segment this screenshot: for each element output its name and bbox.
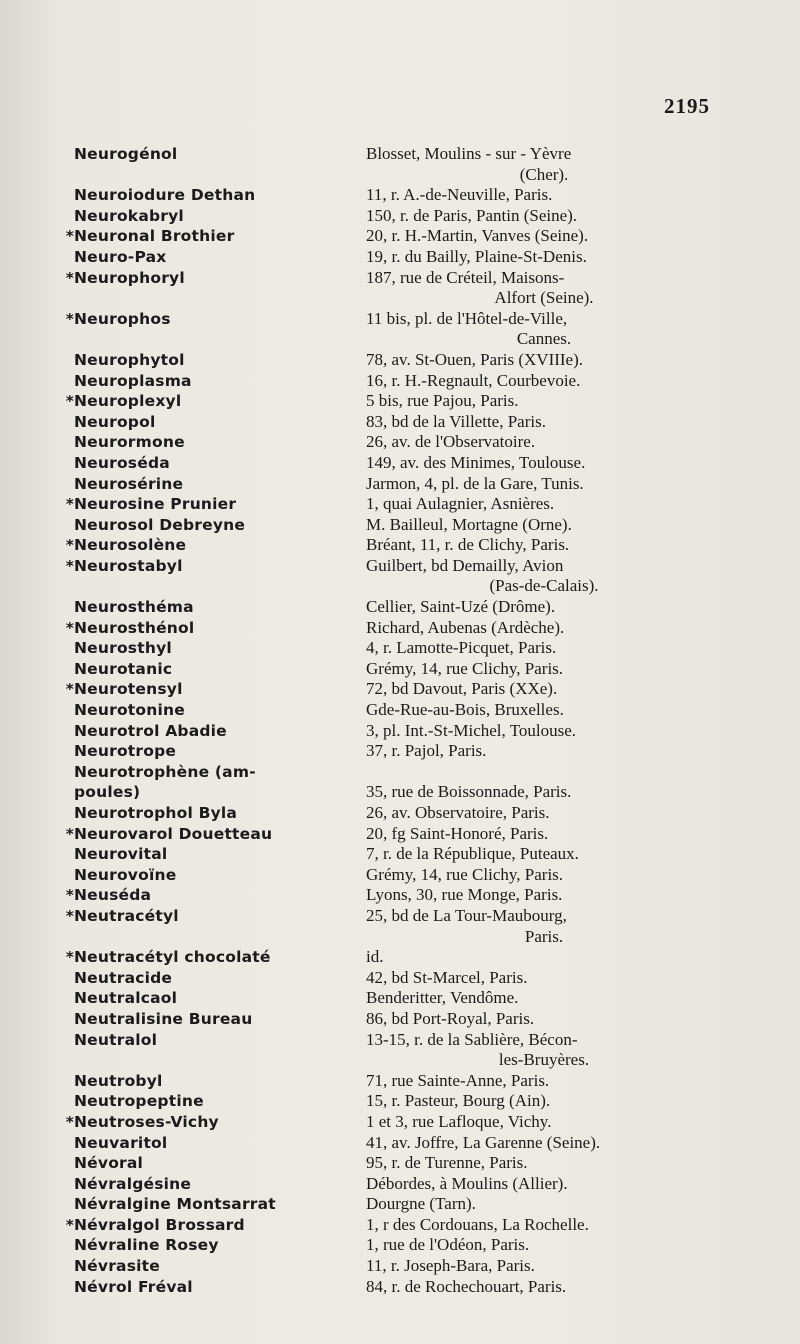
asterisk-mark: * bbox=[65, 309, 74, 328]
list-item bbox=[62, 1091, 722, 1112]
manufacturer-address: 86, bd Port-Royal, Paris. bbox=[366, 1008, 535, 1028]
manufacturer-address: 1 et 3, rue Lafloque, Vichy. bbox=[366, 1111, 552, 1131]
list-item bbox=[62, 432, 722, 453]
manufacturer-address: les-Bruyères. bbox=[498, 1050, 590, 1070]
list-item bbox=[62, 474, 722, 495]
list-item bbox=[62, 329, 722, 350]
list-item bbox=[62, 1112, 722, 1133]
asterisk-mark: * bbox=[65, 618, 74, 637]
product-name bbox=[62, 1215, 356, 1236]
manufacturer-address: 16, r. H.-Regnault, Courbevoie. bbox=[366, 370, 581, 390]
product-name-text: Neuronal Brothier bbox=[74, 227, 235, 246]
product-name bbox=[62, 329, 356, 350]
manufacturer-address: 42, bd St-Marcel, Paris. bbox=[366, 967, 528, 987]
manufacturer-address: 20, r. H.-Martin, Vanves (Seine). bbox=[366, 226, 589, 246]
asterisk-mark: * bbox=[65, 1215, 74, 1234]
product-name-text: Neurophoryl bbox=[74, 268, 185, 287]
product-name bbox=[62, 885, 356, 906]
product-name bbox=[62, 432, 356, 453]
product-name bbox=[62, 679, 356, 700]
product-name bbox=[62, 1174, 356, 1195]
list-item bbox=[62, 309, 722, 330]
product-name-text: Neutropeptine bbox=[74, 1092, 204, 1111]
manufacturer-address: 1, rue de l'Odéon, Paris. bbox=[366, 1235, 530, 1255]
list-item bbox=[62, 371, 722, 392]
list-item bbox=[62, 597, 722, 618]
product-name bbox=[62, 1133, 356, 1154]
product-name bbox=[62, 309, 356, 330]
product-name-text: Neutracétyl bbox=[74, 906, 179, 925]
manufacturer-address: 1, quai Aulagnier, Asnières. bbox=[366, 494, 555, 514]
list-item bbox=[62, 247, 722, 268]
product-name-text: Névraline Rosey bbox=[74, 1236, 219, 1255]
asterisk-mark: * bbox=[65, 392, 74, 411]
list-item bbox=[62, 762, 722, 783]
product-name bbox=[62, 185, 356, 206]
manufacturer-address: Débordes, à Moulins (Allier). bbox=[366, 1173, 568, 1193]
product-name bbox=[62, 144, 356, 165]
asterisk-mark: * bbox=[65, 227, 74, 246]
product-name bbox=[62, 1112, 356, 1133]
list-item bbox=[62, 1153, 722, 1174]
product-name-text: Neurotanic bbox=[74, 659, 173, 678]
product-name bbox=[62, 288, 356, 309]
list-item bbox=[62, 1215, 722, 1236]
list-item bbox=[62, 288, 722, 309]
product-name-text: Neurostabyl bbox=[74, 556, 183, 575]
asterisk-mark: * bbox=[65, 886, 74, 905]
manufacturer-address: Lyons, 30, rue Monge, Paris. bbox=[366, 885, 563, 905]
list-item bbox=[62, 741, 722, 762]
product-name bbox=[62, 165, 356, 186]
product-name bbox=[62, 824, 356, 845]
manufacturer-address: (Pas-de-Calais). bbox=[489, 576, 599, 596]
product-name bbox=[62, 1277, 356, 1298]
list-item bbox=[62, 144, 722, 165]
product-name bbox=[62, 782, 356, 803]
product-name bbox=[62, 494, 356, 515]
product-name-text: Neuséda bbox=[74, 886, 152, 905]
product-name-text: Neutracétyl chocolaté bbox=[74, 948, 271, 967]
product-name bbox=[62, 906, 356, 927]
list-item bbox=[62, 226, 722, 247]
manufacturer-address: 13-15, r. de la Sablière, Bécon- bbox=[366, 1029, 578, 1049]
asterisk-mark: * bbox=[65, 948, 74, 967]
list-item bbox=[62, 576, 722, 597]
manufacturer-address: M. Bailleul, Mortagne (Orne). bbox=[366, 514, 572, 534]
product-name bbox=[62, 865, 356, 886]
product-name-text: Neurotrol Abadie bbox=[74, 721, 227, 740]
manufacturer-address: 187, rue de Créteil, Maisons- bbox=[366, 267, 565, 287]
product-name-text: Neutralisine Bureau bbox=[74, 1009, 253, 1028]
manufacturer-address: 41, av. Joffre, La Garenne (Seine). bbox=[366, 1132, 601, 1152]
product-name-text: Neutrobyl bbox=[74, 1071, 163, 1090]
product-name-text: Neurosthénol bbox=[74, 618, 195, 637]
product-name bbox=[62, 988, 356, 1009]
product-name-text: Neutralol bbox=[74, 1030, 158, 1049]
list-item bbox=[62, 865, 722, 886]
product-name bbox=[62, 927, 356, 948]
product-name bbox=[62, 659, 356, 680]
page-number: 2195 bbox=[664, 94, 710, 118]
manufacturer-address: 37, r. Pajol, Paris. bbox=[366, 741, 487, 761]
product-name-text: Neurogénol bbox=[74, 145, 178, 163]
product-name bbox=[62, 226, 356, 247]
asterisk-mark: * bbox=[65, 906, 74, 925]
product-name bbox=[62, 1030, 356, 1051]
product-name bbox=[62, 371, 356, 392]
manufacturer-address: 150, r. de Paris, Pantin (Seine). bbox=[366, 205, 578, 225]
manufacturer-address: 1, r des Cordouans, La Rochelle. bbox=[366, 1214, 589, 1234]
list-item bbox=[62, 1133, 722, 1154]
product-name-text: Neutroses-Vichy bbox=[74, 1112, 219, 1131]
manufacturer-address: 5 bis, rue Pajou, Paris. bbox=[366, 391, 519, 411]
manufacturer-address: 72, bd Davout, Paris (XXe). bbox=[366, 679, 558, 699]
product-name-text: Neurotrophène (am- bbox=[74, 762, 256, 781]
product-name-text: Neurosthyl bbox=[74, 639, 172, 658]
list-item bbox=[62, 618, 722, 639]
manufacturer-address: Benderitter, Vendôme. bbox=[366, 988, 519, 1008]
manufacturer-address: 26, av. de l'Observatoire. bbox=[366, 432, 536, 452]
list-item bbox=[62, 844, 722, 865]
list-item bbox=[62, 268, 722, 289]
product-name-text: Névrol Fréval bbox=[74, 1277, 193, 1296]
list-item bbox=[62, 412, 722, 433]
product-name-text: Neurotrope bbox=[74, 742, 177, 761]
product-name bbox=[62, 556, 356, 577]
manufacturer-address: Paris. bbox=[524, 926, 564, 946]
product-name bbox=[62, 1235, 356, 1256]
product-name bbox=[62, 638, 356, 659]
list-item bbox=[62, 659, 722, 680]
asterisk-mark: * bbox=[65, 556, 74, 575]
list-item bbox=[62, 721, 722, 742]
list-item bbox=[62, 679, 722, 700]
asterisk-mark: * bbox=[65, 1112, 74, 1131]
manufacturer-address: 11, r. Joseph-Bara, Paris. bbox=[366, 1256, 535, 1276]
list-item bbox=[62, 1277, 722, 1298]
list-item bbox=[62, 494, 722, 515]
list-item bbox=[62, 638, 722, 659]
list-item bbox=[62, 556, 722, 577]
manufacturer-address: id. bbox=[366, 947, 384, 967]
product-name-text: Névralgésine bbox=[74, 1174, 192, 1193]
product-name bbox=[62, 206, 356, 227]
product-name-text: Neurotensyl bbox=[74, 680, 183, 699]
list-item bbox=[62, 782, 722, 803]
manufacturer-address: 84, r. de Rochechouart, Paris. bbox=[366, 1276, 567, 1296]
manufacturer-address: Alfort (Seine). bbox=[494, 288, 594, 308]
manufacturer-address: 26, av. Observatoire, Paris. bbox=[366, 803, 550, 822]
product-name-text: poules) bbox=[74, 783, 141, 802]
manufacturer-address: Grémy, 14, rue Clichy, Paris. bbox=[366, 864, 564, 884]
manufacturer-address: Cellier, Saint-Uzé (Drôme). bbox=[366, 597, 556, 617]
product-name-text: Névralgol Brossard bbox=[74, 1215, 245, 1234]
list-item bbox=[62, 535, 722, 556]
list-item bbox=[62, 1235, 722, 1256]
product-name bbox=[62, 535, 356, 556]
manufacturer-address: 20, fg Saint-Honoré, Paris. bbox=[366, 823, 549, 843]
product-name-text: Neurosine Prunier bbox=[74, 495, 237, 514]
list-item bbox=[62, 906, 722, 927]
product-name-text: Neuroiodure Dethan bbox=[74, 186, 256, 205]
manufacturer-address: (Cher). bbox=[519, 164, 569, 184]
list-item bbox=[62, 1030, 722, 1051]
manufacturer-address: 149, av. des Minimes, Toulouse. bbox=[366, 452, 586, 472]
manufacturer-address: 78, av. St-Ouen, Paris (XVIIIe). bbox=[366, 349, 584, 369]
list-item bbox=[62, 803, 722, 824]
product-name-text: Neurosol Debreyne bbox=[74, 515, 246, 534]
manufacturer-address: 83, bd de la Villette, Paris. bbox=[366, 411, 546, 431]
list-item bbox=[62, 968, 722, 989]
list-item bbox=[62, 165, 722, 186]
product-name bbox=[62, 1071, 356, 1092]
manufacturer-address: Jarmon, 4, pl. de la Gare, Tunis. bbox=[366, 473, 584, 493]
manufacturer-address: Guilbert, bd Demailly, Avion bbox=[366, 555, 564, 575]
product-name bbox=[62, 1153, 356, 1174]
manufacturer-address: Richard, Aubenas (Ardèche). bbox=[366, 617, 565, 637]
list-item bbox=[62, 515, 722, 536]
asterisk-mark: * bbox=[65, 680, 74, 699]
product-name-text: Neurormone bbox=[74, 433, 185, 452]
product-name bbox=[62, 597, 356, 618]
product-name-text: Neuro-Pax bbox=[74, 247, 167, 266]
product-name bbox=[62, 247, 356, 268]
list-item bbox=[62, 1256, 722, 1277]
manufacturer-address: 95, r. de Turenne, Paris. bbox=[366, 1153, 528, 1173]
product-name-text: Neuropol bbox=[74, 412, 156, 431]
product-name bbox=[62, 391, 356, 412]
product-name bbox=[62, 844, 356, 865]
product-name-text: Névralgine Montsarrat bbox=[74, 1195, 276, 1214]
product-name bbox=[62, 618, 356, 639]
list-item bbox=[62, 1174, 722, 1195]
product-name-text: Neurovarol Douetteau bbox=[74, 824, 273, 843]
manufacturer-address: 71, rue Sainte-Anne, Paris. bbox=[366, 1070, 550, 1090]
product-name bbox=[62, 515, 356, 536]
list-item bbox=[62, 988, 722, 1009]
product-name bbox=[62, 1091, 356, 1112]
product-name-text: Neuvaritol bbox=[74, 1133, 168, 1152]
list-item bbox=[62, 350, 722, 371]
manufacturer-address: 11, r. A.-de-Neuville, Paris. bbox=[366, 185, 553, 205]
product-name bbox=[62, 721, 356, 742]
manufacturer-address: Grémy, 14, rue Clichy, Paris. bbox=[366, 658, 564, 678]
list-item bbox=[62, 1194, 722, 1215]
list-item bbox=[62, 453, 722, 474]
list-item bbox=[62, 885, 722, 906]
product-name-text: Neurovital bbox=[74, 845, 168, 864]
list-item bbox=[62, 927, 722, 948]
list-item bbox=[62, 947, 722, 968]
product-name bbox=[62, 1194, 356, 1215]
manufacturer-address: Cannes. bbox=[516, 329, 572, 349]
manufacturer-address: 19, r. du Bailly, Plaine-St-Denis. bbox=[366, 246, 587, 266]
list-item bbox=[62, 824, 722, 845]
manufacturer-address: Blosset, Moulins - sur - Yèvre bbox=[366, 144, 572, 163]
manufacturer-address: Dourgne (Tarn). bbox=[366, 1194, 476, 1214]
manufacturer-address: 15, r. Pasteur, Bourg (Ain). bbox=[366, 1091, 551, 1111]
product-name bbox=[62, 1050, 356, 1071]
manufacturer-address: 3, pl. Int.-St-Michel, Toulouse. bbox=[366, 720, 577, 740]
product-name bbox=[62, 762, 356, 783]
product-name bbox=[62, 1009, 356, 1030]
product-name bbox=[62, 576, 356, 597]
manufacturer-address: 7, r. de la République, Puteaux. bbox=[366, 844, 579, 864]
product-name-text: Neurosolène bbox=[74, 536, 187, 555]
product-name bbox=[62, 474, 356, 495]
entry-list bbox=[62, 144, 722, 1297]
product-name-text: Neuroplasma bbox=[74, 371, 192, 390]
asterisk-mark: * bbox=[65, 824, 74, 843]
asterisk-mark: * bbox=[65, 268, 74, 287]
product-name-text: Neuroséda bbox=[74, 453, 170, 472]
product-name bbox=[62, 803, 356, 824]
product-name-text: Névoral bbox=[74, 1154, 144, 1173]
list-item bbox=[62, 1009, 722, 1030]
product-name-text: Neurophytol bbox=[74, 350, 185, 369]
manufacturer-address: 25, bd de La Tour-Maubourg, bbox=[366, 905, 567, 925]
product-name-text: Névrasite bbox=[74, 1257, 160, 1276]
manufacturer-address: 35, rue de Boissonnade, Paris. bbox=[366, 782, 572, 802]
product-name bbox=[62, 968, 356, 989]
product-name-text: Neurovoïne bbox=[74, 865, 177, 884]
asterisk-mark: * bbox=[65, 536, 74, 555]
list-item bbox=[62, 185, 722, 206]
asterisk-mark: * bbox=[65, 495, 74, 514]
product-name bbox=[62, 947, 356, 968]
product-name bbox=[62, 350, 356, 371]
product-name-text: Neurosérine bbox=[74, 474, 184, 493]
product-name-text: Neurokabryl bbox=[74, 206, 184, 225]
product-name bbox=[62, 1256, 356, 1277]
list-item bbox=[62, 391, 722, 412]
manufacturer-address: 4, r. Lamotte-Picquet, Paris. bbox=[366, 638, 557, 658]
product-name-text: Neurophos bbox=[74, 309, 171, 328]
product-name bbox=[62, 412, 356, 433]
product-name-text: Neuroplexyl bbox=[74, 392, 182, 411]
product-name bbox=[62, 741, 356, 762]
list-item bbox=[62, 700, 722, 721]
list-item bbox=[62, 1050, 722, 1071]
product-name bbox=[62, 268, 356, 289]
product-name-text: Neurotonine bbox=[74, 701, 185, 720]
list-item bbox=[62, 1071, 722, 1092]
manufacturer-address: 11 bis, pl. de l'Hôtel-de-Ville, bbox=[366, 308, 568, 328]
list-item bbox=[62, 206, 722, 227]
product-name bbox=[62, 700, 356, 721]
product-name-text: Neurosthéma bbox=[74, 598, 194, 617]
manufacturer-address: Gde-Rue-au-Bois, Bruxelles. bbox=[366, 700, 564, 720]
product-name bbox=[62, 453, 356, 474]
manufacturer-address: Bréant, 11, r. de Clichy, Paris. bbox=[366, 535, 570, 555]
product-name-text: Neutracide bbox=[74, 968, 173, 987]
product-name-text: Neurotrophol Byla bbox=[74, 804, 238, 822]
product-name-text: Neutralcaol bbox=[74, 989, 178, 1008]
